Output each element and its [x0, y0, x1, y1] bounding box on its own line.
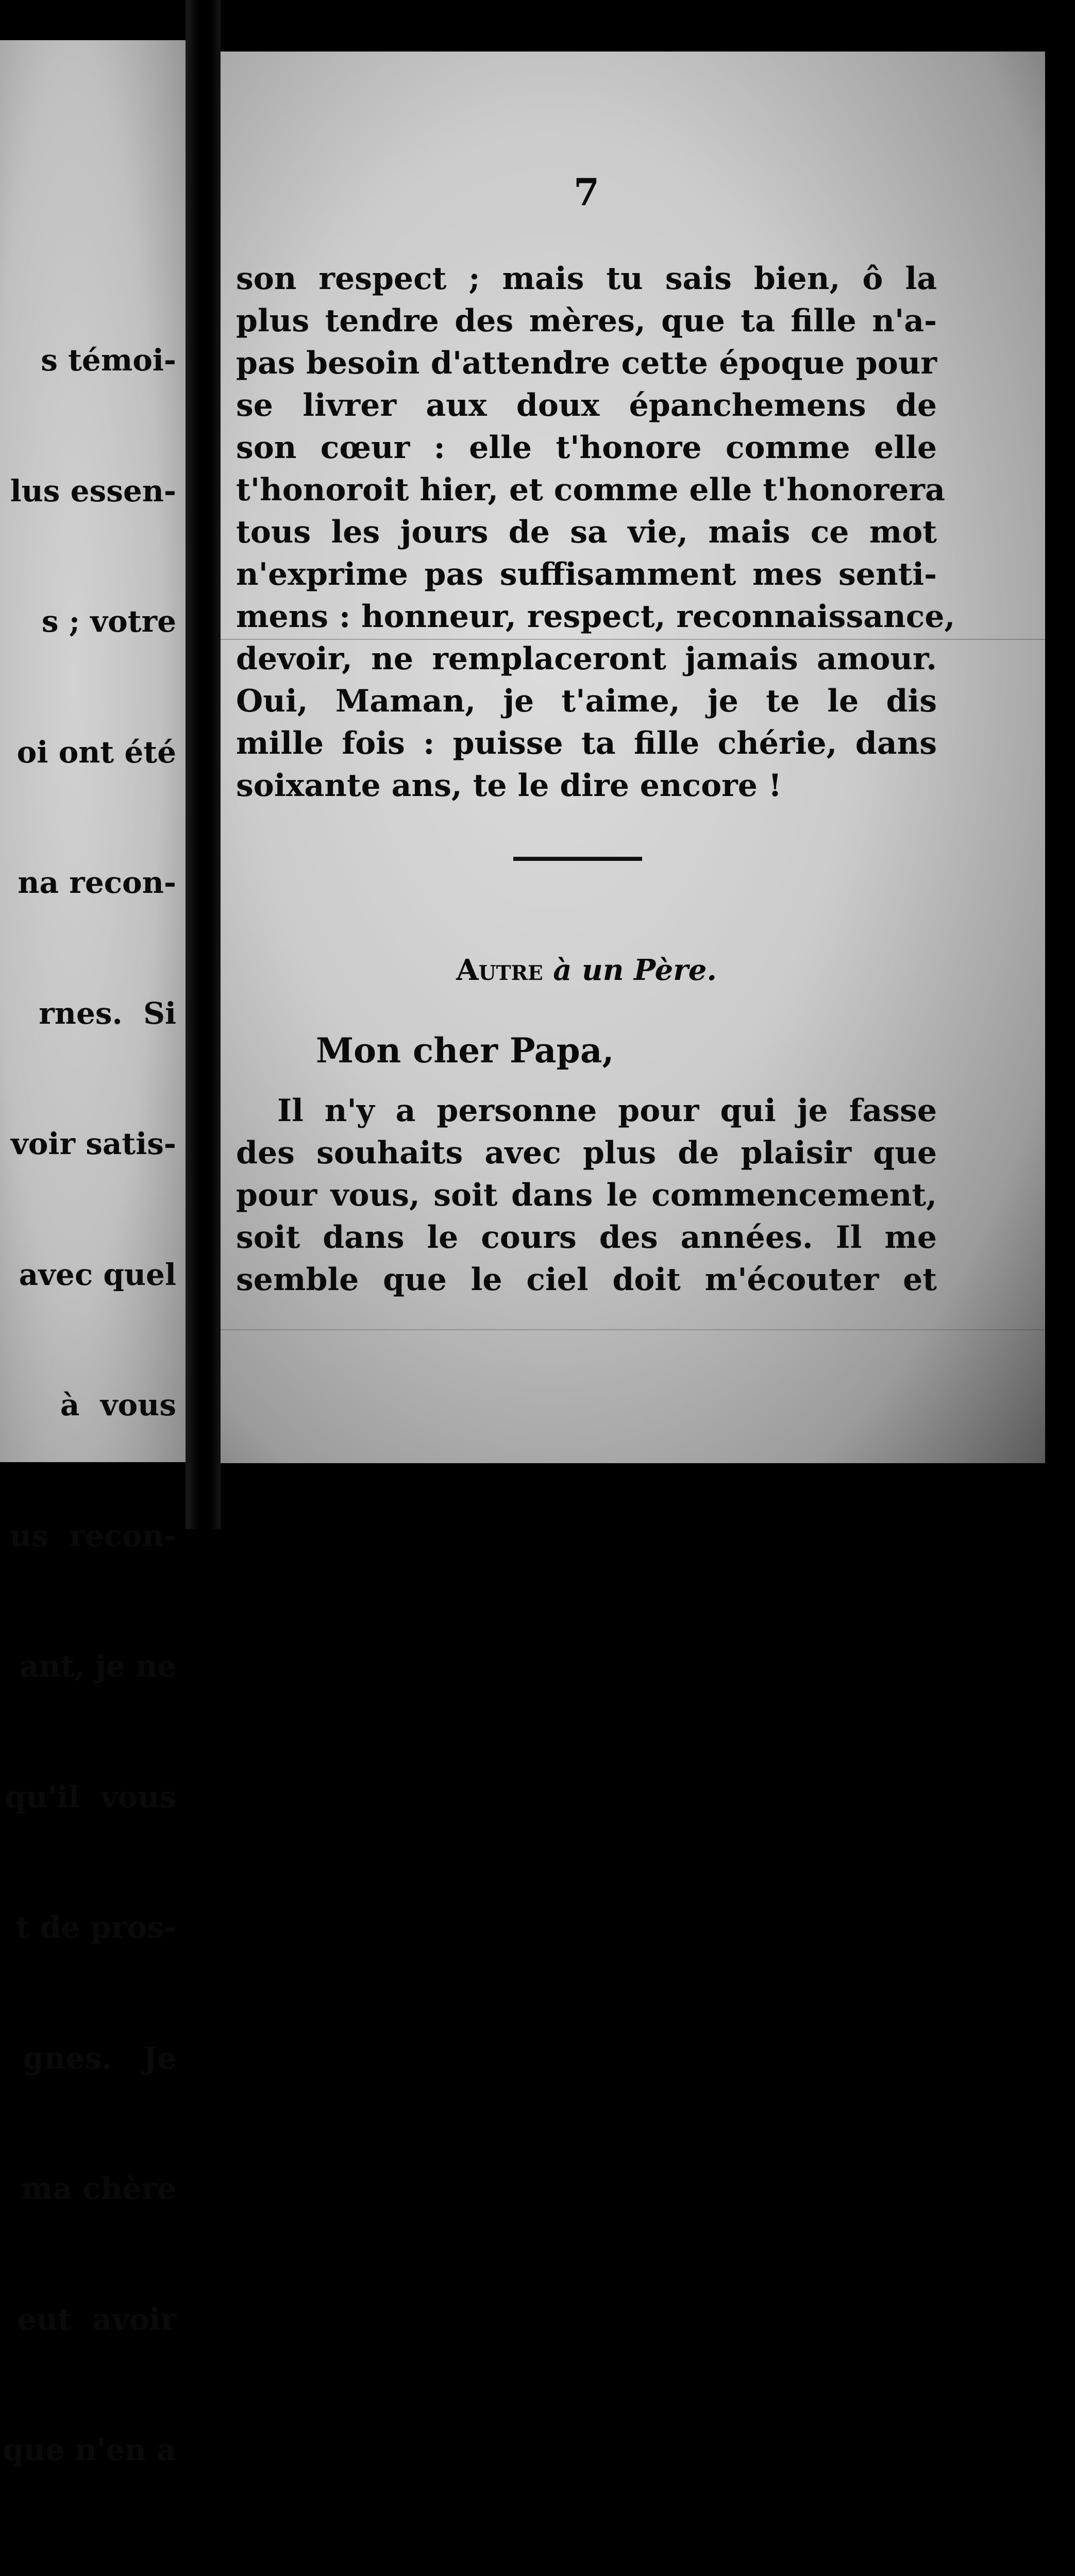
- text-line: Il n'y a personne pour qui je fasse: [236, 1090, 937, 1132]
- left-line: avec quel: [0, 1253, 176, 1297]
- left-line: ant, je ne: [0, 1645, 176, 1688]
- left-line: lus essen-: [0, 469, 176, 513]
- text-line: t'honoroit hier, et comme elle t'honorera: [236, 469, 937, 511]
- text-line: soixante ans, te le dire encore !: [236, 765, 937, 807]
- left-line: s témoi-: [0, 338, 176, 382]
- text-line: plus tendre des mères, que ta fille n'a-: [236, 300, 937, 342]
- text-line: soit dans le cours des années. Il me: [236, 1216, 937, 1259]
- left-line: voir satis-: [0, 1122, 176, 1166]
- left-line: us recon-: [0, 1514, 176, 1558]
- section-heading: [221, 953, 952, 987]
- left-line: rnes. Si: [0, 992, 176, 1036]
- left-line: que n'en a: [0, 2428, 176, 2472]
- text-line: devoir, ne remplaceront jamais amour.: [236, 638, 937, 680]
- text-line: tous les jours de sa vie, mais ce mot: [236, 511, 937, 553]
- salutation: Mon cher Papa,: [316, 1030, 614, 1071]
- text-line: mens : honneur, respect, reconnaissance,: [236, 596, 937, 638]
- text-line: pour vous, soit dans le commencement,: [236, 1174, 937, 1216]
- left-line: ma chère: [0, 2167, 176, 2211]
- text-line: n'exprime pas suffisamment mes senti-: [236, 553, 937, 596]
- text-line: son respect ; mais tu sais bien, ô la: [236, 258, 937, 300]
- left-line: qu'il vous: [0, 1775, 176, 1819]
- right-page: [221, 52, 1045, 1463]
- left-line: s ; votre: [0, 600, 176, 643]
- left-line: à vous: [0, 1383, 176, 1427]
- left-line: na recon-: [0, 861, 176, 905]
- heading-word: Autre: [456, 953, 543, 987]
- letter-text-second: [236, 1090, 937, 1301]
- text-line: semble que le ciel doit m'écouter et: [236, 1259, 937, 1301]
- text-line: des souhaits avec plus de plaisir que: [236, 1132, 937, 1174]
- letter-text-first: [236, 258, 937, 807]
- scan-fold-line: [221, 1329, 1045, 1330]
- book-gutter: [186, 0, 221, 1529]
- left-page: [0, 40, 186, 1462]
- text-line: se livrer aux doux épanchemens de: [236, 384, 937, 427]
- left-line: eut avoir: [0, 2298, 176, 2342]
- left-line: oi ont été: [0, 731, 176, 774]
- page-number: 7: [574, 170, 599, 214]
- text-line: son cœur : elle t'honore comme elle: [236, 427, 937, 469]
- left-line: t de pros-: [0, 1906, 176, 1950]
- section-divider: [513, 857, 642, 861]
- text-line: mille fois : puisse ta fille chérie, dans: [236, 722, 937, 765]
- text-line: Oui, Maman, je t'aime, je te le dis: [236, 680, 937, 722]
- heading-rest: à un Père.: [553, 953, 717, 987]
- left-line: gnes. Je: [0, 2037, 176, 2080]
- left-line-gap: [0, 2559, 176, 2576]
- text-line: pas besoin d'attendre cette époque pour: [236, 342, 937, 384]
- left-page-text: [0, 251, 176, 2576]
